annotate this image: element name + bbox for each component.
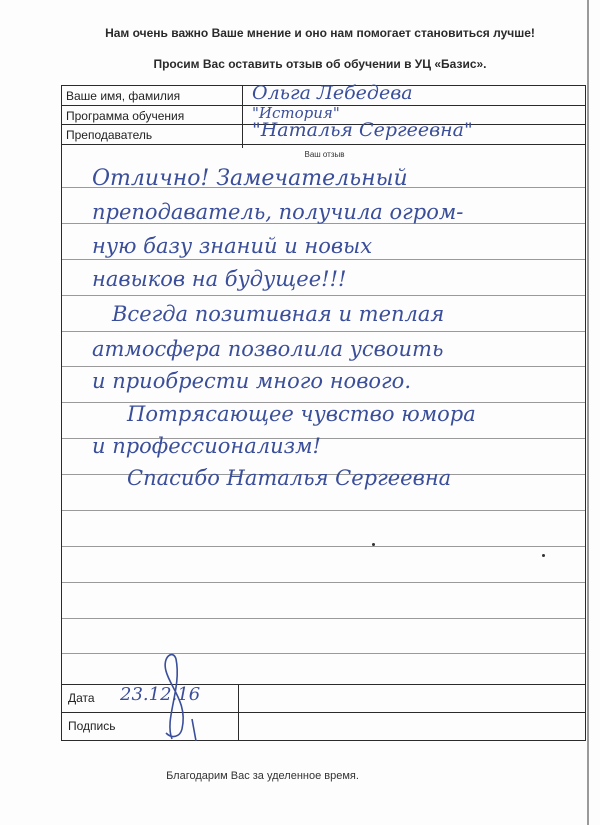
thank-you-text: Благодарим Вас за уделенное время.: [166, 770, 359, 782]
form-table: [61, 82, 586, 741]
review-line: и приобрести много нового.: [92, 369, 411, 393]
review-line: Потрясающее чувство юмора: [127, 402, 476, 426]
teacher-label: Преподаватель: [66, 128, 153, 142]
scan-speck: [372, 543, 375, 546]
program-value: "История": [252, 104, 340, 122]
review-line: атмосфера позволила усвоить: [92, 337, 444, 361]
name-value: Ольга Лебедева: [252, 82, 413, 104]
review-line: преподаватель, получила огром-: [92, 200, 464, 224]
review-line: Отлично! Замечательный: [92, 166, 408, 191]
signature-row-top: [62, 712, 585, 713]
program-label: Программа обучения: [66, 109, 185, 123]
header-line-2: Просим Вас оставить отзыв об обучении в УЦ «Базис».: [153, 57, 487, 71]
ruled-line: [62, 510, 585, 511]
review-line: Всегда позитивная и теплая: [112, 302, 445, 326]
review-line: навыков на будущее!!!: [92, 267, 347, 291]
review-line: ную базу знаний и новых: [92, 234, 373, 258]
ruled-line: [62, 259, 585, 260]
field-column-divider: [242, 86, 243, 148]
header-line-1: Нам очень важно Ваше мнение и оно нам помогает становиться лучше!: [105, 26, 535, 40]
signature-mark: [142, 649, 222, 745]
ruled-line: [62, 582, 585, 583]
ruled-line: [62, 546, 585, 547]
teacher-value: "Наталья Сергеевна": [252, 119, 473, 141]
review-title: Ваш отзыв: [304, 150, 345, 159]
signature-label: Подпись: [68, 719, 116, 733]
ruled-line: [62, 366, 585, 367]
ruled-line: [62, 295, 585, 296]
date-value: 23.12.16: [120, 684, 201, 705]
ruled-line: [62, 618, 585, 619]
ruled-line: [62, 331, 585, 332]
date-label: Дата: [68, 691, 95, 705]
row-divider: [62, 144, 585, 145]
name-label: Ваше имя, фамилия: [66, 89, 181, 103]
review-line: и профессионализм!: [92, 434, 321, 458]
ruled-line: [62, 653, 585, 654]
scan-edge: [587, 0, 589, 825]
scan-speck: [542, 554, 545, 557]
review-line: Спасибо Наталья Сергеевна: [127, 466, 452, 490]
